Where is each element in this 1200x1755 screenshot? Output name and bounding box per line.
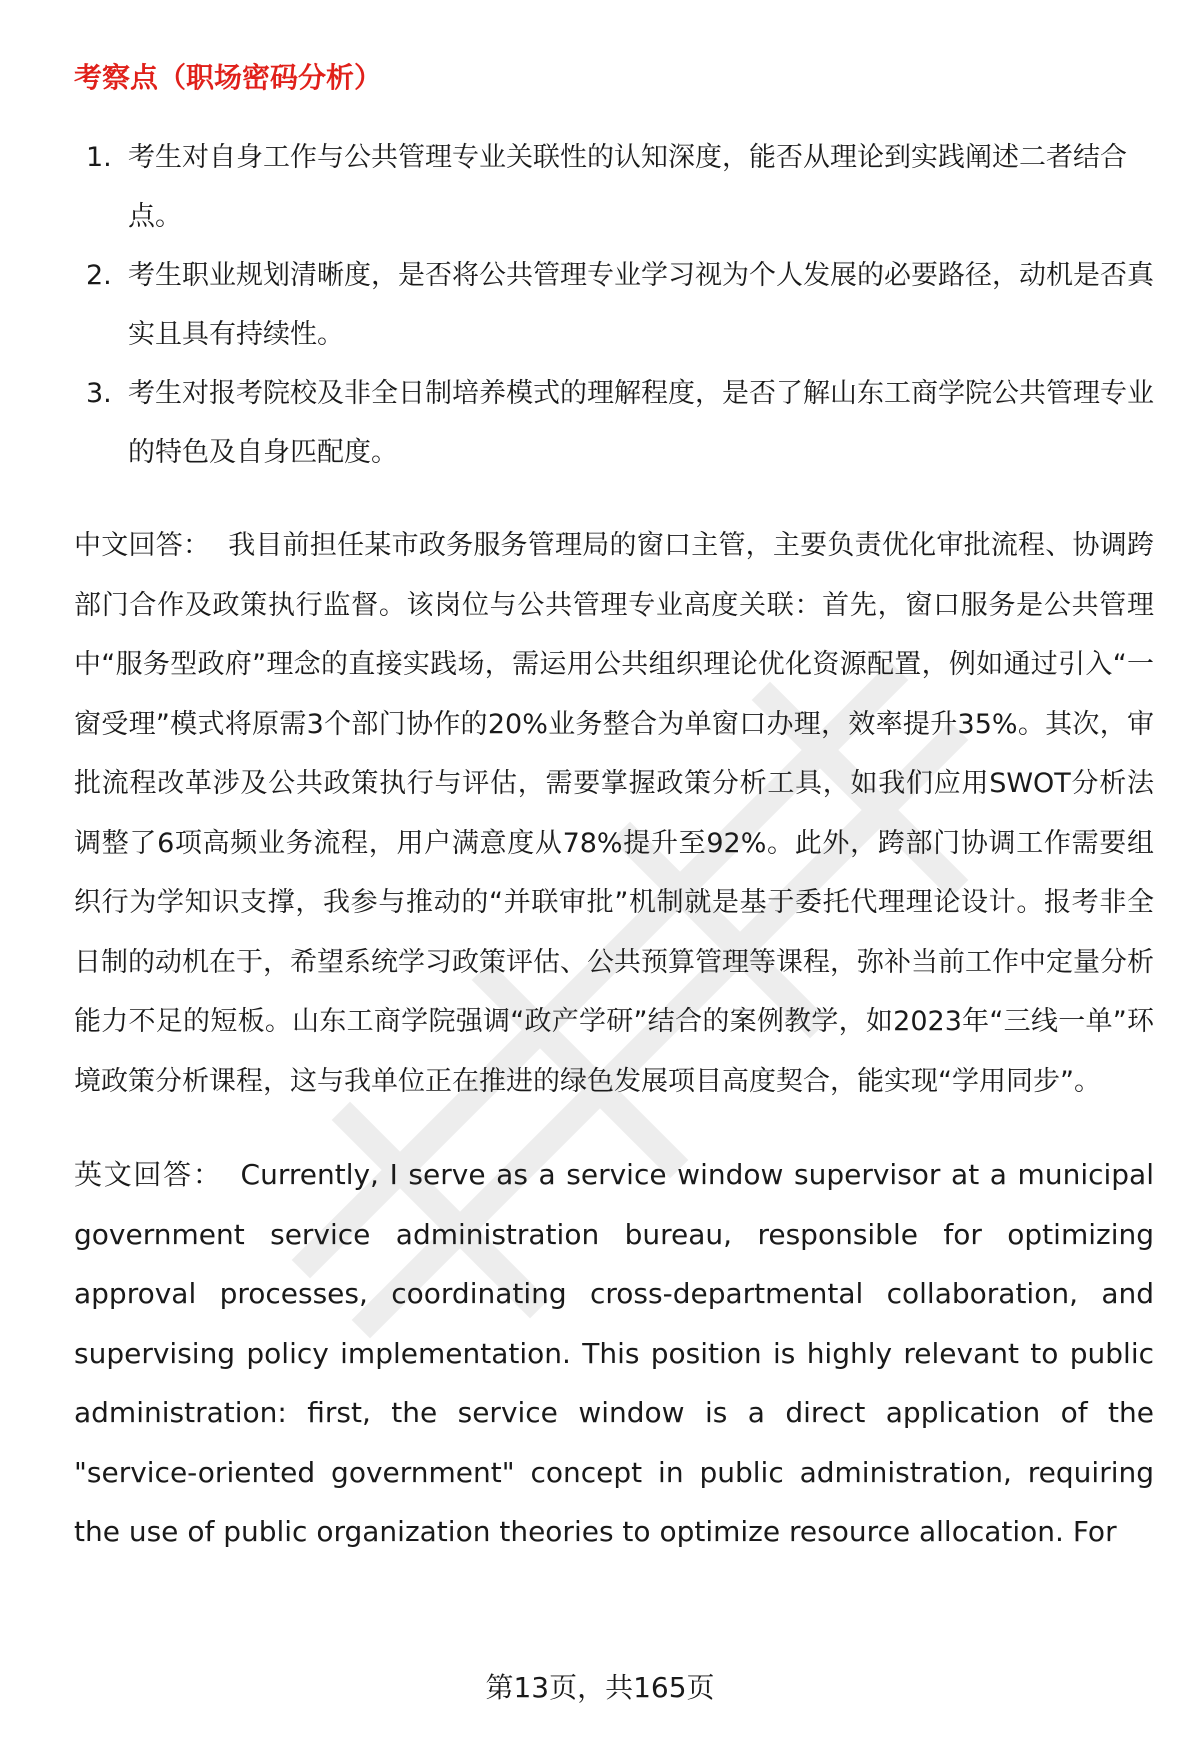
document-page (74, 58, 1154, 1562)
english-answer (74, 1145, 1154, 1562)
chinese-answer-text: 我目前担任某市政务服务管理局的窗口主管，主要负责优化审批流程、协调跨部门合作及政策执行监督。该岗位与公共管理专业高度关联：首先，窗口服务是公共管理中“服务型政府”理念的直接实践场，需运用公共组织理论优化资源配置，例如通过引入“一窗受理”模式将原需3个部门协作的20%业务整合为单窗口办理，效率提升35%。其次，审批流程改革涉及公共政策执行与评估，需要掌握政策分析工具，如我们应用SWOT分析法调整了6项高频业务流程，用户满意度从78%提升至92%。此外，跨部门协调工作需要组织行为学知识支撑，我参与推动的“并联审批”机制就是基于委托代理理论设计。报考非全日制的动机在于，希望系统学习政策评估、公共预算管理等课程，弥补当前工作中定量分析能力不足的短板。山东工商学院强调“政产学研”结合的案例教学，如2023年“三线一单”环境政策分析课程，这与我单位正在推进的绿色发展项目高度契合，能实现“学用同步”。 (74, 530, 1155, 1097)
english-answer-text: Currently, I serve as a service window supervisor at a municipal government service administration bureau, responsible for optimizing approval processes, coordinating cross-departmental collaboration, and supervising policy implementation. This position is highly relevant to public administration: first, the service window is a direct application of the "service-oriented government" concept in public administration, requiring the use of public organization theories to optimize resource allocation. For (74, 1158, 1154, 1548)
section-title: 考察点（职场密码分析） (74, 61, 383, 94)
chinese-answer (74, 516, 1154, 1111)
list-item-text: 考生对自身工作与公共管理专业关联性的认知深度，能否从理论到实践阐述二者结合点。 (128, 142, 1127, 232)
list-item-text: 考生职业规划清晰度，是否将公共管理专业学习视为个人发展的必要路径，动机是否真实且具有持续性。 (128, 260, 1154, 350)
list-item-number: 3. (86, 378, 112, 409)
list-item (74, 128, 1154, 246)
list-item (74, 364, 1154, 482)
page-number-footer: 第13页，共165页 (485, 1671, 715, 1704)
english-answer-label: 英文回答： (74, 1158, 223, 1191)
list-item-text: 考生对报考院校及非全日制培养模式的理解程度，是否了解山东工商学院公共管理专业的特色及自身匹配度。 (128, 378, 1154, 468)
list-item-number: 2. (86, 260, 112, 291)
chinese-answer-label: 中文回答： (74, 530, 211, 561)
list-item (74, 246, 1154, 364)
assessment-points-list (74, 128, 1154, 482)
list-item-number: 1. (86, 142, 112, 173)
